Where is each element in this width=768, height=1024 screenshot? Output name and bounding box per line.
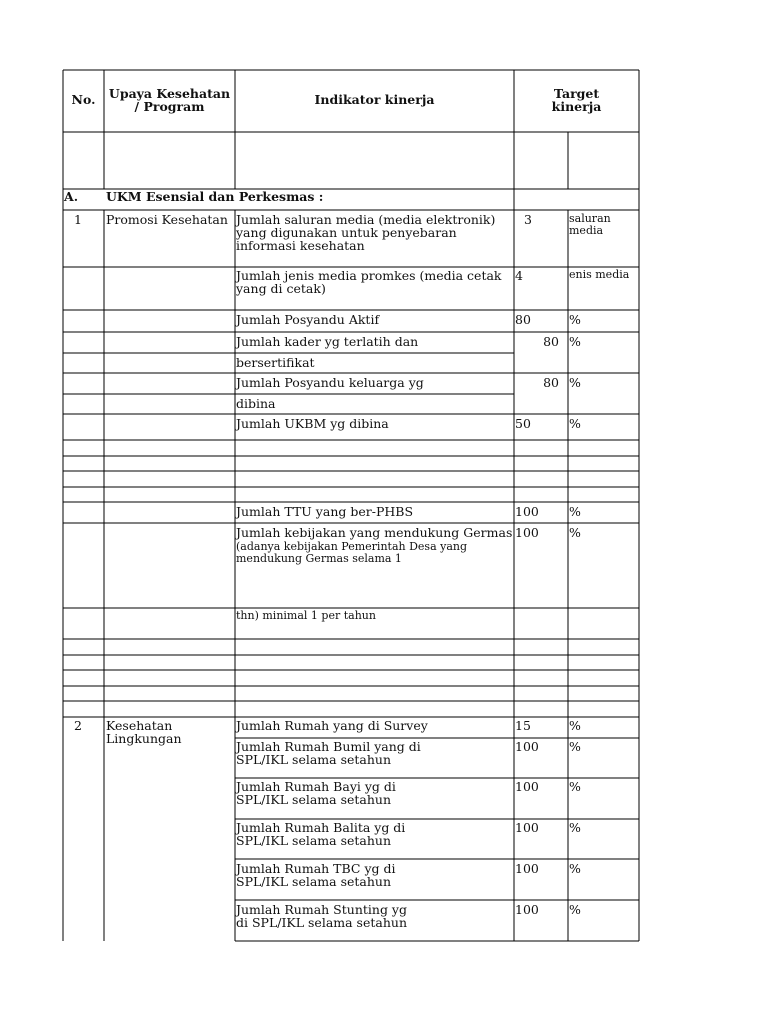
- row-indicator: Jumlah TTU yang ber-PHBS: [236, 504, 414, 519]
- row-indicator: Jumlah Posyandu keluarga yg: [236, 375, 424, 390]
- row-unit: %: [569, 312, 581, 327]
- row-indicator: Jumlah kebijakan yang mendukung Germas: [236, 525, 513, 540]
- row-value: 15: [515, 718, 531, 733]
- row-indicator: Jumlah Rumah Stunting yg di SPL/IKL selama setahun: [236, 902, 407, 930]
- row-indicator: Jumlah Posyandu Aktif: [236, 312, 380, 327]
- row-unit: enis media: [569, 268, 630, 281]
- row-no: 1: [74, 212, 82, 227]
- row-value: 80: [543, 334, 559, 349]
- row-indicator: Jumlah Rumah Bayi yg di SPL/IKL selama setahun: [236, 779, 396, 807]
- row-unit: %: [569, 861, 581, 876]
- row-value: 100: [515, 525, 539, 540]
- row-unit: %: [569, 820, 581, 835]
- row-unit: %: [569, 525, 581, 540]
- row-value: 4: [515, 268, 523, 283]
- row-program: Promosi Kesehatan: [106, 212, 228, 227]
- row-value: 80: [543, 375, 559, 390]
- row-indicator: Jumlah Rumah Balita yg di SPL/IKL selama setahun: [236, 820, 406, 848]
- row-program: Kesehatan Lingkungan: [106, 718, 182, 746]
- row-indicator: Jumlah Rumah Bumil yang di SPL/IKL selama setahun: [236, 739, 421, 767]
- row-unit: %: [569, 416, 581, 431]
- row-indicator: dibina: [236, 396, 276, 411]
- row-value: 100: [515, 779, 539, 794]
- header-no: No.: [71, 92, 96, 107]
- row-indicator: Jumlah kader yg terlatih dan: [236, 334, 419, 349]
- row-value: 100: [515, 739, 539, 754]
- row-value: 50: [515, 416, 531, 431]
- row-value: 100: [515, 861, 539, 876]
- row-unit: %: [569, 739, 581, 754]
- row-value: 100: [515, 820, 539, 835]
- section-title: UKM Esensial dan Perkesmas :: [106, 189, 324, 204]
- row-indicator: Jumlah jenis media promkes (media cetak yang di cetak): [236, 268, 502, 296]
- row-unit: %: [569, 718, 581, 733]
- row-unit: saluran media: [569, 212, 611, 237]
- row-indicator-note: thn) minimal 1 per tahun: [236, 609, 376, 622]
- row-value: 100: [515, 504, 539, 519]
- row-value: 80: [515, 312, 531, 327]
- row-unit: %: [569, 334, 581, 349]
- row-indicator: Jumlah Rumah TBC yg di SPL/IKL selama setahun: [236, 861, 396, 889]
- row-unit: %: [569, 902, 581, 917]
- row-no: 2: [74, 718, 82, 733]
- row-value: 3: [524, 212, 532, 227]
- row-indicator-note: (adanya kebijakan Pemerintah Desa yang mendukung Germas selama 1: [236, 540, 468, 565]
- section-letter: A.: [64, 189, 79, 204]
- row-unit: %: [569, 779, 581, 794]
- header-program: Upaya Kesehatan / Program: [108, 86, 231, 114]
- row-value: 100: [515, 902, 539, 917]
- row-indicator: bersertifikat: [236, 355, 315, 370]
- row-unit: %: [569, 504, 581, 519]
- header-indicator: Indikator kinerja: [314, 92, 435, 107]
- row-unit: %: [569, 375, 581, 390]
- row-indicator: Jumlah saluran media (media elektronik) yang digunakan untuk penyebaran informasi kesehatan: [236, 212, 496, 253]
- row-indicator: Jumlah UKBM yg dibina: [236, 416, 389, 431]
- row-indicator: Jumlah Rumah yang di Survey: [236, 718, 428, 733]
- header-target: Target kinerja: [551, 86, 602, 114]
